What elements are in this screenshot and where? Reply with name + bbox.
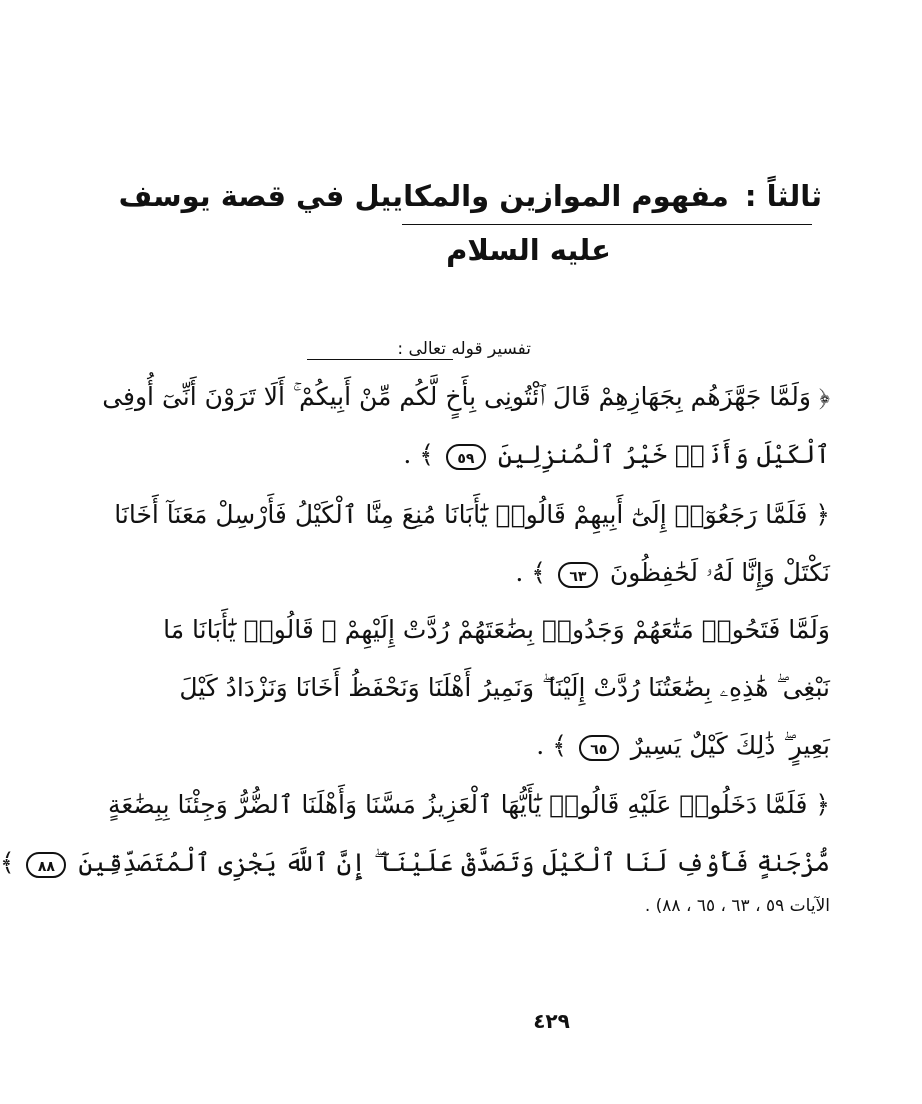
ayah-number-marker: ٦٥ [579, 735, 619, 761]
ayah-number-marker: ٦٣ [558, 562, 598, 588]
verse-text: نَكْتَلْ وَإِنَّا لَهُۥ لَحَٰفِظُونَ [609, 558, 830, 587]
verse-line: نَبْغِى ۖ هَٰذِهِۦ بِضَٰعَتُنَا رُدَّتْ إِلَيْنَا ۖ وَنَمِيرُ أَهْلَنَا وَنَحْفَظُ أَخَانَا وَنَزْدَادُ كَيْلَ [179, 673, 830, 702]
ayah-number-marker: ٥٩ [446, 444, 486, 470]
verse-line-final [275, 717, 830, 775]
verse-block-59 [102, 368, 830, 484]
ayah-number-marker: ٨٨ [26, 852, 66, 878]
verse-closing-bracket: ﴾ . [515, 558, 546, 587]
verse-reference-footnote: الآيات ٥٩ ، ٦٣ ، ٦٥ ، ٨٨) . [644, 896, 830, 916]
verse-block-65 [163, 601, 830, 775]
verse-closing-bracket: ﴾ . [536, 731, 567, 760]
tafsir-label: تفسير قوله تعالى : [397, 339, 531, 359]
verse-line: ﴿ فَلَمَّا دَخَلُوا۟ عَلَيْهِ قَالُوا۟ يَٰٓأَيُّهَا ٱلْعَزِيزُ مَسَّنَا وَأَهْلَنَا ٱلضُّرُّ وَجِئْنَا بِبِضَٰعَةٍ [107, 790, 830, 819]
section-heading-prefix: ثالثاً : [744, 179, 822, 213]
heading-underline [402, 224, 812, 225]
verse-line-final [275, 544, 830, 602]
verse-text: بَعِيرٍ ۖ ذَٰلِكَ كَيْلٌ يَسِيرٌ [630, 731, 830, 760]
verse-text: مُّزْجَىٰةٍ فَأَوْفِ لَنَا ٱلْكَيْلَ وَتَصَدَّقْ عَلَيْنَآ ۖ إِنَّ ٱللَّهَ يَجْزِى ٱلْمُتَصَدِّقِينَ [78, 848, 830, 877]
section-heading [118, 176, 822, 216]
verse-line: ﴿ فَلَمَّا رَجَعُوٓا۟ إِلَىٰٓ أَبِيهِمْ قَالُوا۟ يَٰٓأَبَانَا مُنِعَ مِنَّا ٱلْكَيْلُ فَأَرْسِلْ مَعَنَآ أَخَانَا [114, 500, 830, 529]
section-heading-continued: عليه السلام [446, 233, 611, 267]
verse-text: ٱلْكَيْلَ وَأَنَا۠ خَيْرُ ٱلْمُنزِلِينَ [497, 440, 830, 469]
verse-line-final [275, 426, 830, 484]
verse-block-63 [114, 486, 830, 602]
verse-line: ﴿ وَلَمَّا جَهَّزَهُم بِجَهَازِهِمْ قَالَ ٱئْتُونِى بِأَخٍ لَّكُم مِّنْ أَبِيكُمْ ۚ أَلَا تَرَوْنَ أَنِّىٓ أُوفِى [102, 382, 830, 411]
tafsir-label-underline [307, 359, 453, 360]
page-number: ٤٢٩ [533, 1009, 570, 1033]
verse-block-88 [0, 776, 830, 892]
verse-line: وَلَمَّا فَتَحُوا۟ مَتَٰعَهُمْ وَجَدُوا۟ بِضَٰعَتَهُمْ رُدَّتْ إِلَيْهِمْ ۖ قَالُوا۟ يَٰٓأَبَانَا مَا [163, 615, 830, 644]
verse-closing-bracket: ﴾ [0, 848, 15, 877]
section-heading-title: مفهوم الموازين والمكاييل في قصة يوسف [118, 179, 729, 213]
verse-closing-bracket: ﴾ . [403, 440, 434, 469]
verse-line-final [0, 834, 830, 892]
